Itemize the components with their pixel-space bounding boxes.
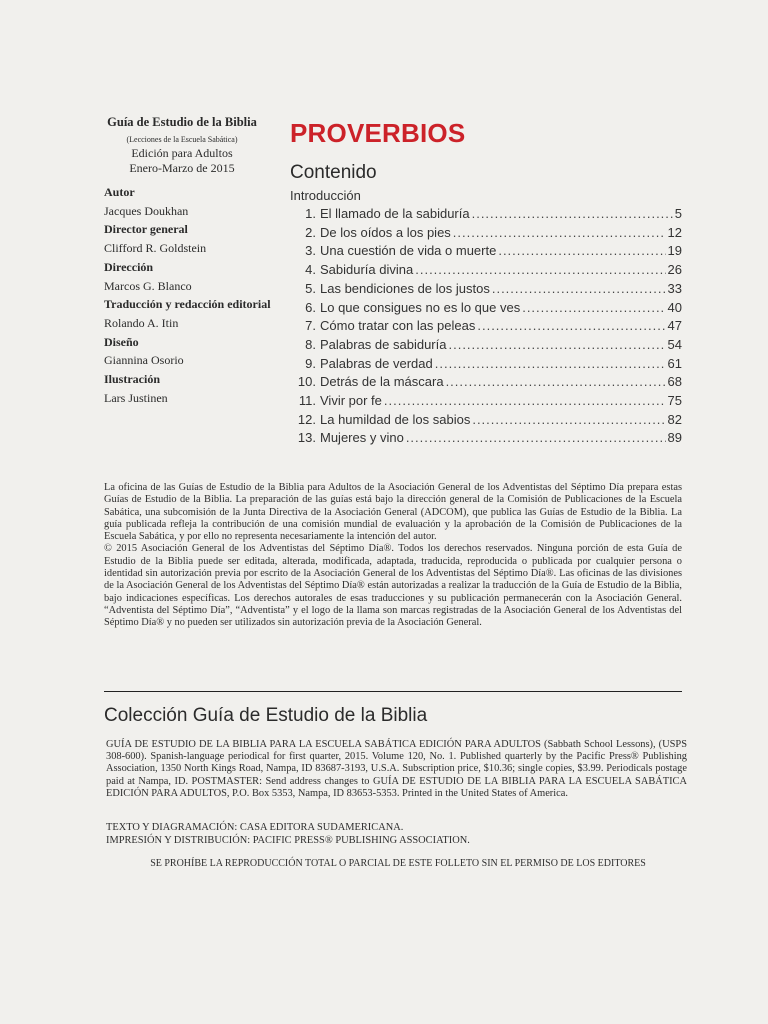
- toc-title: Mujeres y vino: [320, 430, 404, 446]
- toc-page: 75: [667, 393, 682, 409]
- toc-number: 3.: [305, 243, 316, 259]
- credit-name: Marcos G. Blanco: [104, 278, 192, 293]
- copyright-paragraph: © 2015 Asociación General de los Adventistas del Séptimo Día®. Todos los derechos reservados. Ninguna porción de esta Guía de Estudio de la Biblia puede ser editada, alterada, modificada, adaptada, traducida, reproducida o publicada por cualquier persona o identidad sin autorización previa por escrito de la Asociación General de los Adventistas del Séptimo Día®. Las oficinas de las divisiones de la Asociación General de los Adventistas del Séptimo Día® están autorizadas a realizar la traducción de la Guía de Estudio de la Biblia, bajo indicaciones específicas. Los derechos autorales de esas traducciones y su publicación permanecerán con la Asociación General. “Adventista del Séptimo Día”, “Adventista” y el logo de la llama son marcas registradas de la Asociación General de los Adventistas del Séptimo Día® y no pueden ser utilizados sin autorización previa de la Asociación General.: [104, 543, 682, 629]
- credit-name: Clifford R. Goldstein: [104, 241, 207, 256]
- toc-page: 12: [667, 224, 682, 240]
- table-of-contents: [290, 205, 682, 448]
- toc-title: Una cuestión de vida o muerte: [320, 243, 497, 259]
- toc-leader: [453, 224, 666, 243]
- credit-role: Director general: [104, 222, 188, 237]
- toc-leader: [448, 336, 665, 355]
- toc-leader: [446, 373, 666, 392]
- toc-number: 5.: [305, 280, 316, 296]
- layout-credit: TEXTO Y DIAGRAMACIÓN: CASA EDITORA SUDAMERICANA.: [106, 822, 404, 833]
- toc-title: El llamado de la sabiduría: [320, 206, 470, 221]
- credit-role: Ilustración: [104, 372, 161, 387]
- toc-number: 4.: [305, 262, 316, 278]
- toc-leader: [522, 299, 665, 318]
- toc-number: 8.: [305, 336, 316, 352]
- toc-leader: [472, 205, 673, 224]
- toc-title: La humildad de los sabios: [320, 411, 471, 427]
- toc-leader: [472, 411, 665, 430]
- toc-entry: [290, 392, 682, 411]
- credit-role: Traducción y redacción editorial: [104, 297, 271, 312]
- toc-page: 61: [667, 355, 682, 371]
- toc-page: 54: [667, 336, 682, 352]
- toc-page: 40: [667, 299, 682, 315]
- credit-name: Jacques Doukhan: [104, 203, 189, 218]
- toc-entry: [290, 373, 682, 392]
- toc-page: 82: [667, 411, 682, 427]
- toc-title: Palabras de verdad: [320, 355, 433, 371]
- legal-notice: [104, 482, 682, 630]
- credit-name: Lars Justinen: [104, 390, 168, 405]
- toc-number: 9.: [305, 355, 316, 371]
- contents-column: [290, 115, 682, 448]
- toc-leader: [477, 317, 665, 336]
- toc-leader: [435, 355, 666, 374]
- toc-title: Sabiduría divina: [320, 262, 414, 278]
- toc-page: 68: [667, 374, 682, 390]
- toc-page: 33: [667, 280, 682, 296]
- credit-role: Diseño: [104, 334, 139, 349]
- toc-title: Cómo tratar con las peleas: [320, 318, 476, 334]
- toc-page: 5: [674, 206, 682, 221]
- toc-entry: [290, 224, 682, 243]
- reproduction-prohibition: SE PROHÍBE LA REPRODUCCIÓN TOTAL O PARCIAL DE ESTE FOLLETO SIN EL PERMISO DE LOS EDITORES: [150, 858, 646, 869]
- credit-role: Autor: [104, 185, 135, 199]
- toc-page: 19: [667, 243, 682, 259]
- toc-number: 10.: [297, 374, 316, 390]
- toc-leader: [498, 242, 665, 261]
- toc-entry: [290, 280, 682, 299]
- edition-period: Enero-Marzo de 2015: [129, 161, 235, 175]
- toc-page: 26: [667, 262, 682, 278]
- toc-number: 2.: [305, 224, 316, 240]
- toc-entry: [290, 411, 682, 430]
- toc-entry: [290, 336, 682, 355]
- toc-entry: [290, 242, 682, 261]
- toc-leader: [415, 261, 665, 280]
- production-credits: [106, 822, 682, 847]
- toc-number: 1.: [305, 206, 316, 221]
- printing-credit: IMPRESIÓN Y DISTRIBUCIÓN: PACIFIC PRESS® PUBLISHING ASSOCIATION.: [106, 834, 470, 846]
- toc-title: Detrás de la máscara: [320, 374, 444, 390]
- toc-entry: [290, 299, 682, 318]
- toc-entry: [290, 261, 682, 280]
- toc-number: 11.: [298, 393, 316, 409]
- toc-page: 89: [667, 430, 682, 446]
- publication-info: GUÍA DE ESTUDIO DE LA BIBLIA PARA LA ESCUELA SABÁTICA EDICIÓN PARA ADULTOS (Sabbath School Lessons), (USPS 308-600). Spanish-language periodical for first quarter, 2015. Volume 120, No. 1. Published quarterly by the Pacific Press® Publishing Association, 1350 North Kings Road, Nampa, ID 83687-3193, U.S.A. Subscription price, $10.36; single copies, $3.99. Periodicals postage paid at Nampa, ID. POSTMASTER: Send address changes to GUÍA DE ESTUDIO DE LA BIBLIA PARA LA ESCUELA SABÁTICA EDICIÓN PARA ADULTOS, P.O. Box 5353, Nampa, ID 83653-5353. Printed in the United States of America.: [106, 739, 687, 799]
- toc-title: Las bendiciones de los justos: [320, 280, 490, 296]
- toc-title: Palabras de sabiduría: [320, 336, 447, 352]
- toc-number: 13.: [297, 430, 316, 446]
- credit-role: Dirección: [104, 259, 154, 274]
- credit-name: Giannina Osorio: [104, 353, 184, 368]
- toc-number: 6.: [305, 299, 316, 315]
- lessons-note: (Lecciones de la Escuela Sabática): [126, 135, 238, 144]
- toc-leader: [492, 280, 666, 299]
- credit-name: Rolando A. Itin: [104, 315, 179, 330]
- toc-number: 12.: [297, 411, 316, 427]
- toc-title: Vivir por fe: [320, 393, 382, 409]
- toc-entry: [290, 317, 682, 336]
- toc-leader: [406, 429, 666, 448]
- book-title: PROVERBIOS: [290, 118, 466, 148]
- toc-page: 47: [667, 318, 682, 334]
- toc-entry: [290, 429, 682, 448]
- collection-title: Colección Guía de Estudio de la Biblia: [104, 705, 428, 726]
- toc-entry: [290, 355, 682, 374]
- toc-title: De los oídos a los pies: [320, 224, 451, 240]
- edition-label: Edición para Adultos: [131, 146, 233, 160]
- toc-number: 7.: [305, 318, 316, 334]
- contents-heading: Contenido: [290, 162, 377, 183]
- masthead-column: [104, 113, 286, 407]
- credits-list: [104, 183, 286, 407]
- toc-leader: [384, 392, 666, 411]
- section-divider: [104, 691, 682, 692]
- editorial-notice-paragraph: La oficina de las Guías de Estudio de la Biblia para Adultos de la Asociación General de los Adventistas del Séptimo Día prepara estas Guías de Estudio de la Biblia. La preparación de las guías está bajo la dirección general de la Comisión de Publicaciones de la Escuela Sabática, una subcomisión de la Junta Directiva de la Asociación General (ADCOM), que publica las Guías de Estudio de la Biblia. La guía publicada refleja la contribución de una comisión mundial de evaluación y la aprobación de la Comisión de Publicaciones de la Escuela Sabática, y por ello no representa necesariamente la intención del autor.: [104, 482, 682, 543]
- toc-entry: [290, 205, 682, 224]
- toc-title: Lo que consigues no es lo que ves: [320, 299, 521, 315]
- guide-title: Guía de Estudio de la Biblia: [107, 115, 257, 129]
- toc-introduction: Introducción: [290, 188, 361, 203]
